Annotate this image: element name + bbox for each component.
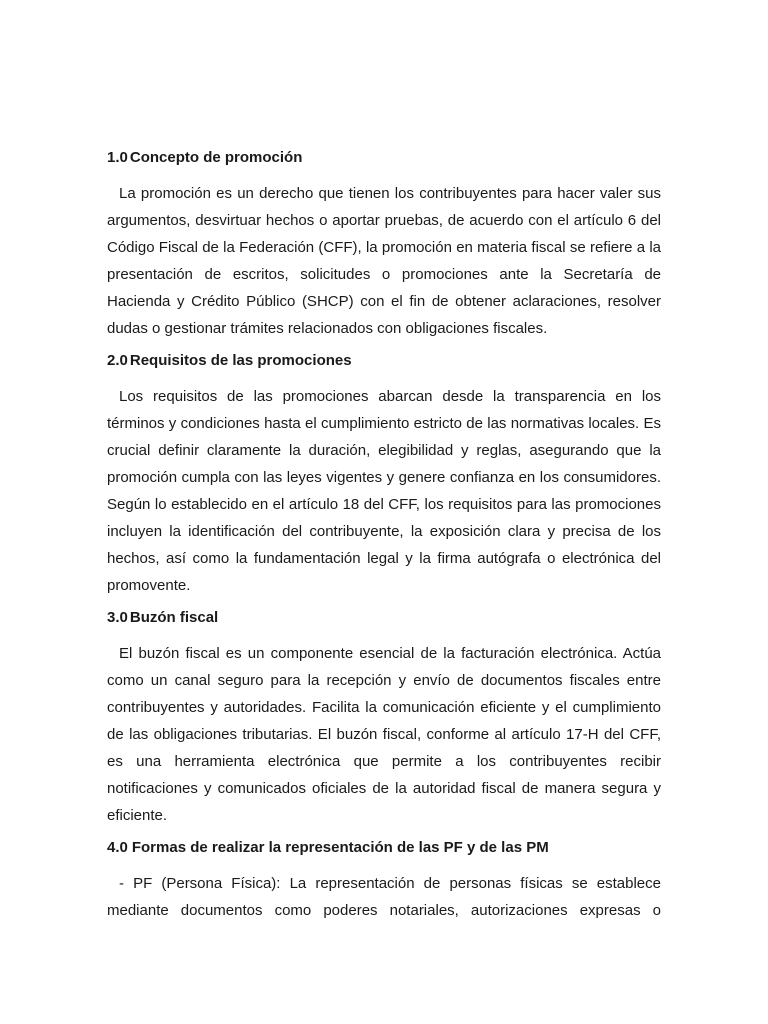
section-number: 4.0 bbox=[107, 839, 128, 856]
section-title: Formas de realizar la representación de las PF y de las PM bbox=[131, 839, 549, 856]
section-paragraph-1: La promoción es un derecho que tienen los contribuyentes para hacer valer sus argumentos, desvirtuar hechos o aportar pruebas, de acuerdo con el artículo 6 del Código Fiscal de la Federación (CFF), la promoción en materia fiscal se refiere a la presentación de escritos, solicitudes o promociones ante la Secretaría de Hacienda y Crédito Público (SHCP) con el fin de obtener aclaraciones, resolver dudas o gestionar trámites relacionados con obligaciones fiscales. bbox=[107, 185, 661, 337]
section-paragraph-3: El buzón fiscal es un componente esencial de la facturación electrónica. Actúa como un canal seguro para la recepción y envío de documentos fiscales entre contribuyentes y autoridades. Facilita la comunicación eficiente y el cumplimiento de las obligaciones tributarias. El buzón fiscal, conforme al artículo 17-H del CFF, es una herramienta electrónica que permite a los contribuyentes recibir notificaciones y comunicados oficiales de la autoridad fiscal de manera segura y eficiente. bbox=[107, 645, 661, 824]
section-paragraph-2: Los requisitos de las promociones abarcan desde la transparencia en los términos y condiciones hasta el cumplimiento estricto de las normativas locales. Es crucial definir claramente la duración, elegibilidad y reglas, asegurando que la promoción cumpla con las leyes vigentes y genere confianza en los consumidores. Según lo establecido en el artículo 18 del CFF, los requisitos para las promociones incluyen la identificación del contribuyente, la exposición clara y precisa de los hechos, así como la fundamentación legal y la firma autógrafa o electrónica del promovente. bbox=[107, 388, 661, 594]
section-title: Buzón fiscal bbox=[129, 609, 219, 626]
section-heading-1 bbox=[107, 148, 661, 168]
section-number: 3.0 bbox=[107, 609, 128, 626]
section-heading-4 bbox=[107, 838, 661, 858]
document-body bbox=[107, 148, 661, 933]
section-heading-2 bbox=[107, 351, 661, 371]
section-paragraph-4: - PF (Persona Física): La representación de personas físicas se establece mediante documentos como poderes notariales, autorizaciones expresas o bbox=[107, 875, 661, 919]
section-title: Concepto de promoción bbox=[129, 149, 303, 166]
section-heading-3 bbox=[107, 608, 661, 628]
section-title: Requisitos de las promociones bbox=[129, 352, 352, 369]
section-number: 1.0 bbox=[107, 149, 128, 166]
section-number: 2.0 bbox=[107, 352, 128, 369]
